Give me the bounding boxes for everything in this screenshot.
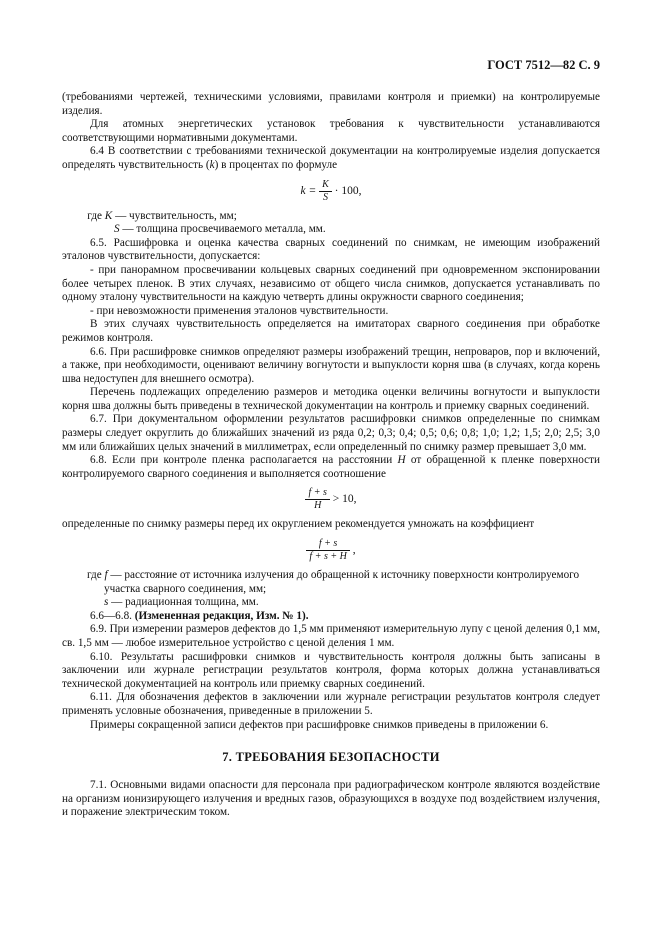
page-header: ГОСТ 7512—82 С. 9 xyxy=(487,58,600,72)
paragraph-6-11: 6.11. Для обозначения дефектов в заключении или журнале регистрации результатов контроля следует применять условные обозначения, приведенные в приложении 5. xyxy=(62,691,600,717)
paragraph-7-1: 7.1. Основными видами опасности для персонала при радиографическом контроле являются воздействие на организм ионизирующего излучения и вредных газов, образующихся в воздухе под воздействием излучения, и поражение электрическим током. xyxy=(62,779,600,819)
paragraph-6-9: 6.9. При измерении размеров дефектов до 1,5 мм применяют измерительную лупу с ценой деления 0,1 мм, св. 1,5 мм — любое измерительное устройство с ценой деления 1 мм. xyxy=(62,623,600,649)
fraction: $\frac{f + s}{f + s + H}$ xyxy=(306,538,349,563)
formula-sensitivity: k = $\frac{K}{S}$ · 100, xyxy=(300,178,362,203)
list-item: - при панорамном просвечивании кольцевых сварных соединений при одновременном экспонировании более четырех пленок. В этих случаях, независимо от общего числа снимков, допускается устанавливать по одному эталону чувствительности на каждую четверть длины окружности сварного соединения; xyxy=(62,263,600,304)
paragraph-6-6: 6.6. При расшифровке снимков определяют размеры изображений трещин, непроваров, пор и включений, а также, при необходимости, оценивают величину вогнутости и выпуклости корня шва (в случаях, когда корень шва недоступен для внешнего осмотра). xyxy=(62,345,600,385)
paragraph: Перечень подлежащих определению размеров и методика оценки величины вогнутости и выпуклости корня шва должны быть приведены в технической документации на контроль и приемку сварных соединений. xyxy=(62,386,600,412)
paragraph: (требованиями чертежей, техническими условиями, правилами контроля и приемки) на контролируемые изделия. xyxy=(62,91,600,117)
fraction: $\frac{f + s}{H}$ xyxy=(305,487,329,512)
paragraph-6-8: 6.8. Если при контроле пленка располагается на расстоянии H от обращенной к пленке поверхности контролируемого сварного соединения и выполняется соотношение xyxy=(62,454,600,480)
paragraph-6-4: 6.4 В соответствии с требованиями технической документации на контролируемые изделия допускается определять чувствительность (k) в процентах по формуле xyxy=(62,145,600,171)
where-definition: где f — расстояние от источника излучения до обращенной к источнику поверхности контролируемого участка сварного соединения, мм; xyxy=(87,569,580,595)
paragraph-6-10: 6.10. Результаты расшифровки снимков и чувствительность контроля должны быть записаны в заключении или журнале регистрации результатов контроля, форма которых должна устанавливаться технической документацией на контроль или приемку сварных соединений. xyxy=(62,650,600,690)
where-definition: S — толщина просвечиваемого металла, мм. xyxy=(114,223,326,236)
formula-condition: $\frac{f + s}{H}$ > 10, xyxy=(62,487,600,512)
paragraph: В этих случаях чувствительность определяется на имитаторах сварного соединения при обработке режимов контроля. xyxy=(62,318,600,344)
list-item: - при невозможности применения эталонов чувствительности. xyxy=(90,304,389,317)
paragraph-6-7: 6.7. При документальном оформлении результатов расшифровки снимков определенные по снимкам размеры следует округлить до ближайших значений из ряда 0,2; 0,3; 0,4; 0,5; 0,6; 0,8; 1,0; 1,2; 1,5; 2,0; 2,5; 3,0 мм или ближайших целых значений в миллиметрах, если определенный по снимку размер превышает 3,0 мм. xyxy=(62,413,600,453)
section-title: 7. ТРЕБОВАНИЯ БЕЗОПАСНОСТИ xyxy=(222,750,440,765)
amendment-note: 6.6—6.8. (Измененная редакция, Изм. № 1). xyxy=(90,609,309,622)
where-definition: где K — чувствительность, мм; xyxy=(87,209,237,222)
fraction: $\frac{K}{S}$ xyxy=(319,179,332,204)
paragraph: Для атомных энергетических установок требования к чувствительности устанавливаются соответствующими нормативными документами. xyxy=(62,118,600,144)
paragraph: определенные по снимку размеры перед их округлением рекомендуется умножать на коэффициент xyxy=(62,518,535,531)
document-page xyxy=(62,58,600,820)
where-definition: s — радиационная толщина, мм. xyxy=(104,596,259,609)
formula-coefficient: $\frac{f + s}{f + s + H}$ , xyxy=(62,538,600,563)
paragraph: Примеры сокращенной записи дефектов при расшифровке снимков приведены в приложении 6. xyxy=(90,718,549,731)
paragraph-6-5: 6.5. Расшифровка и оценка качества сварных соединений по снимкам, не имеющим изображений эталонов чувствительности, допускается: xyxy=(62,236,600,263)
